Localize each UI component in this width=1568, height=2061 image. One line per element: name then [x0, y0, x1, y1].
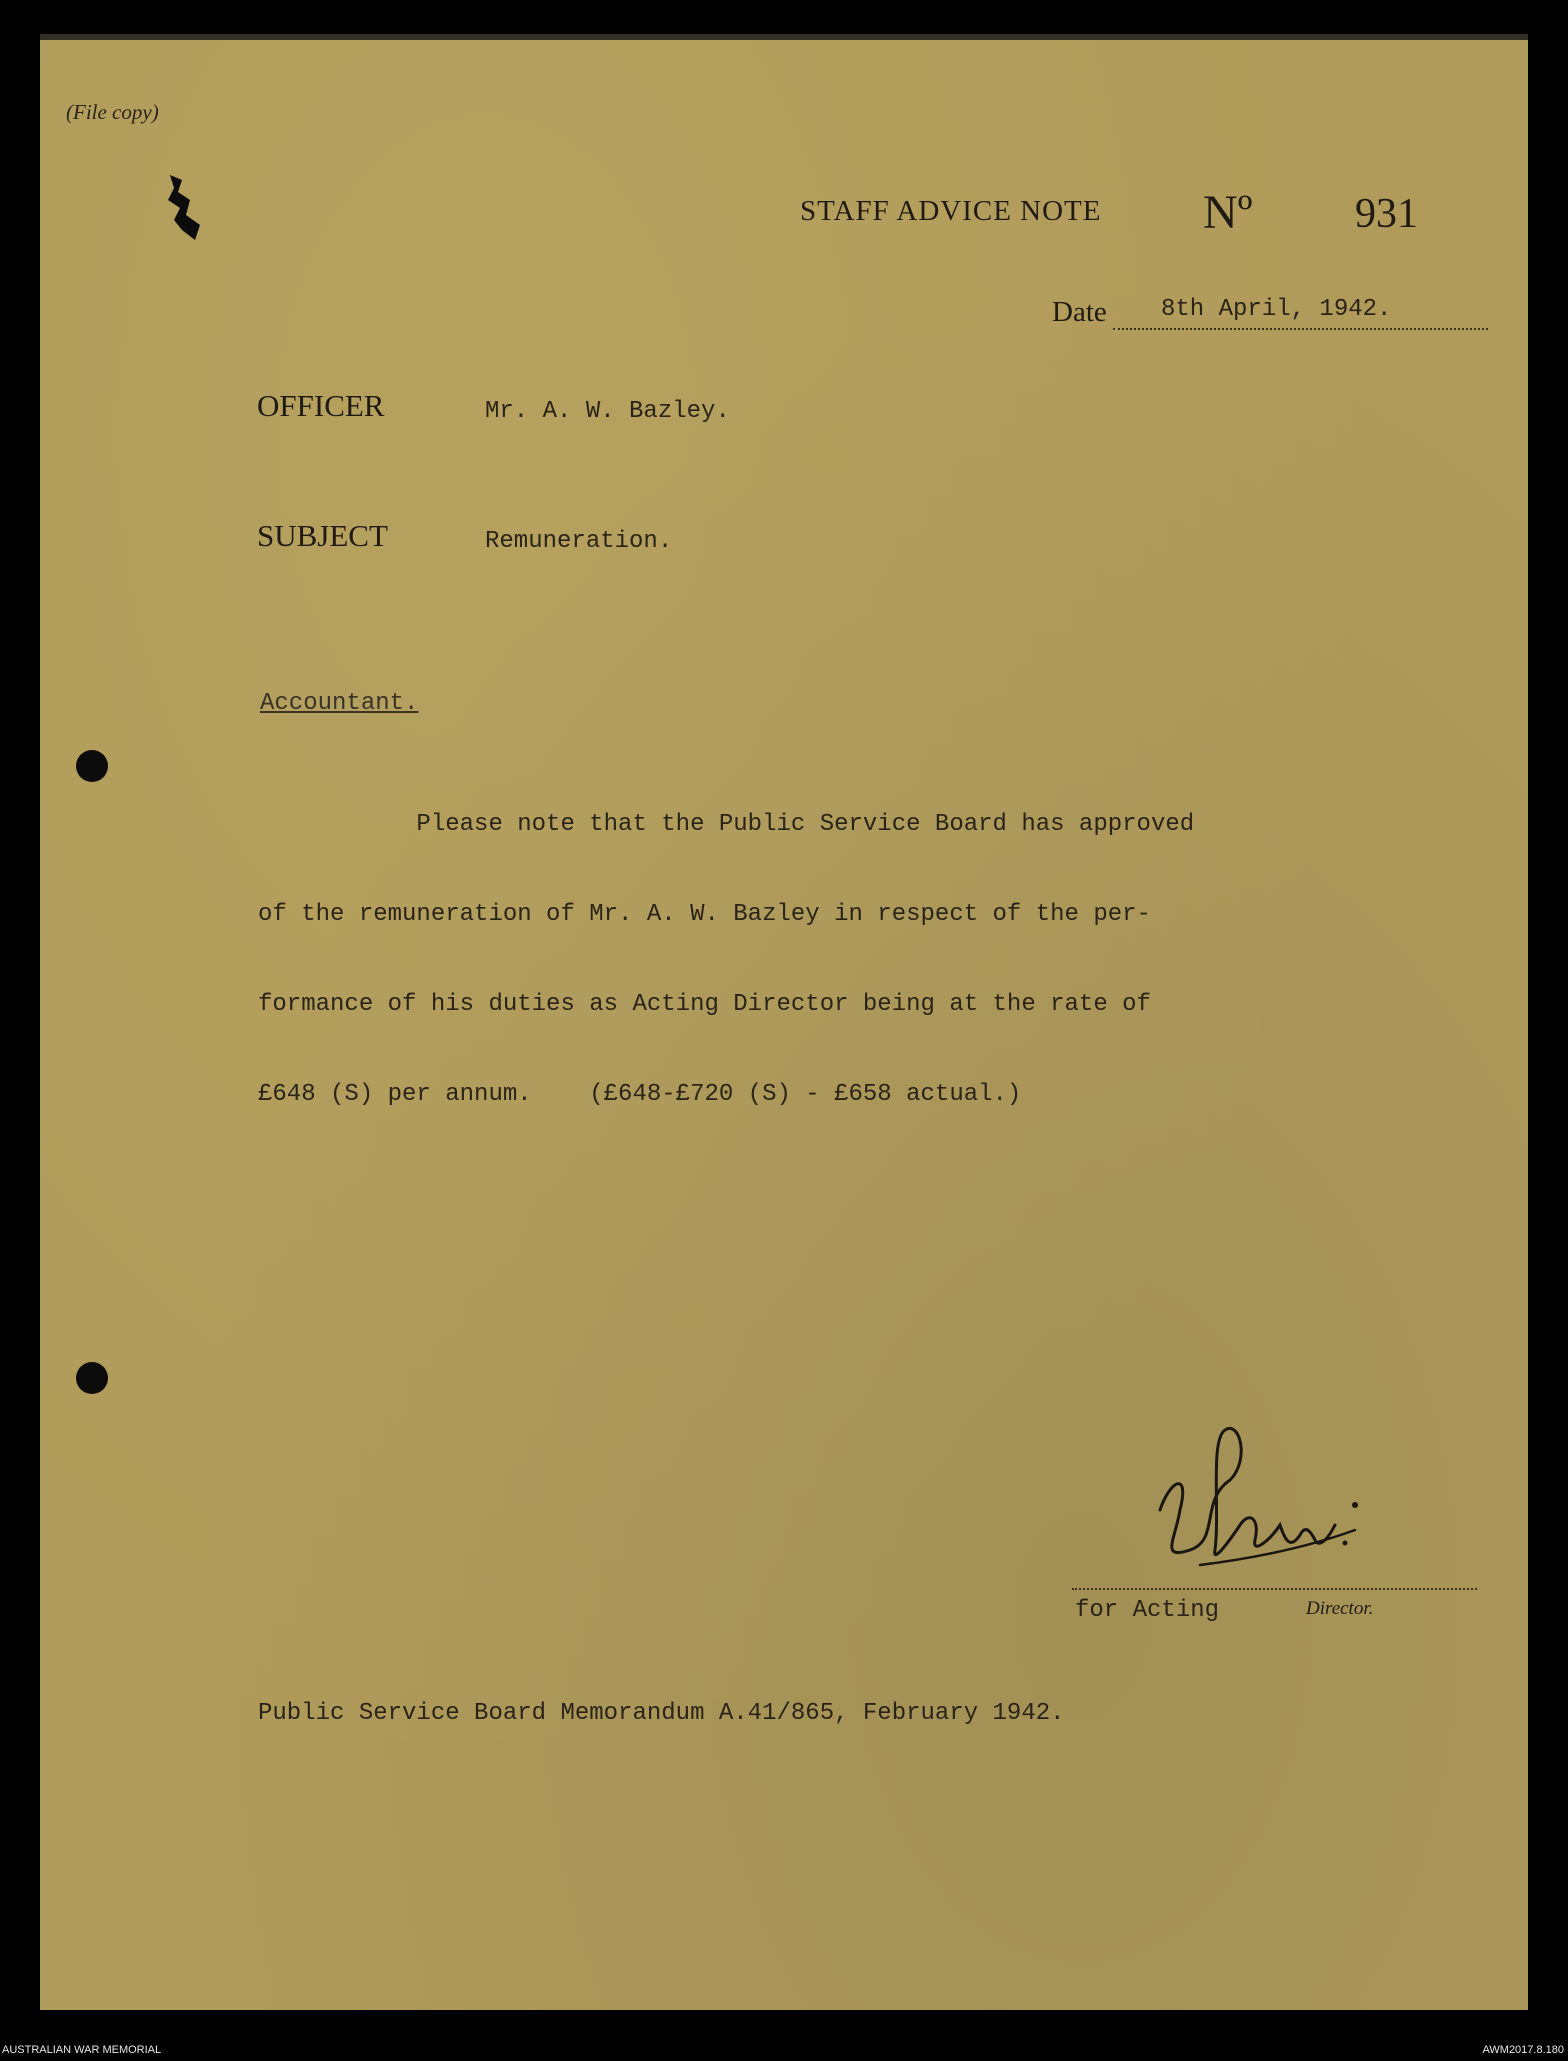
- date-label: Date: [1052, 296, 1107, 328]
- director-label: Director.: [1306, 1598, 1374, 1619]
- signature-image: [1140, 1400, 1370, 1580]
- signature-line: [1072, 1588, 1477, 1590]
- body-line: formance of his duties as Acting Director being at the rate of: [258, 991, 1151, 1018]
- officer-value: Mr. A. W. Bazley.: [485, 398, 730, 425]
- note-number: 931: [1355, 191, 1418, 237]
- for-acting-label: for Acting: [1075, 1597, 1220, 1624]
- body-line: Please note that the Public Service Board has approved: [258, 811, 1195, 838]
- body-line: £648 (S) per annum. (£648-£720 (S) - £658 actual.): [258, 1081, 1022, 1108]
- punch-hole-upper: [76, 750, 108, 782]
- subject-label: SUBJECT: [257, 518, 388, 553]
- archive-reference: AWM2017.8.180: [1482, 2044, 1564, 2056]
- body-line: of the remuneration of Mr. A. W. Bazley in respect of the per-: [258, 901, 1151, 928]
- torn-hole: [160, 170, 230, 250]
- date-value: 8th April, 1942.: [1113, 296, 1488, 330]
- number-sign: Nº: [1203, 186, 1253, 239]
- body-paragraph: [258, 750, 1328, 1170]
- addressee: Accountant.: [260, 690, 419, 717]
- officer-label: OFFICER: [257, 388, 385, 423]
- punch-hole-lower: [76, 1362, 108, 1394]
- footnote-reference: Public Service Board Memorandum A.41/865, February 1942.: [258, 1700, 1065, 1727]
- staff-advice-note-title: STAFF ADVICE NOTE: [800, 195, 1102, 227]
- subject-value: Remuneration.: [485, 528, 673, 555]
- archive-caption: AUSTRALIAN WAR MEMORIAL: [2, 2044, 162, 2056]
- file-copy-label: (File copy): [66, 100, 159, 124]
